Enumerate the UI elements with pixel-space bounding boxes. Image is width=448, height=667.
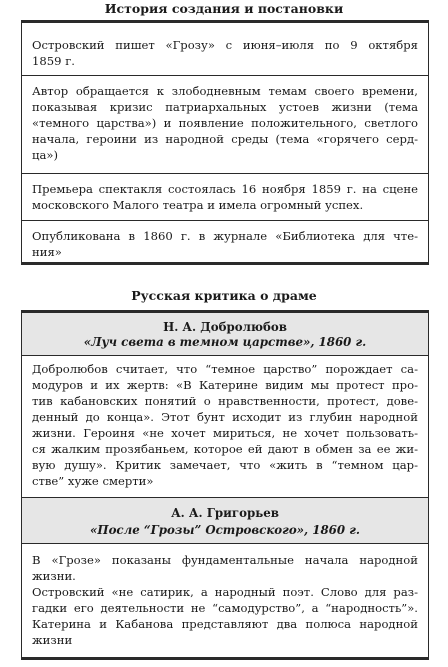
text-line: Добролюбов считает, что “темное царство” порождает са-	[32, 362, 418, 376]
text-line: 1859 г.	[32, 54, 75, 68]
critic-author: Н. А. Добролюбов	[163, 320, 287, 334]
text-line: московского Малого театра и имела огромный успех.	[32, 198, 364, 212]
section-heading-criticism: Русская критика о драме	[131, 288, 317, 303]
text-line: жизни. Героиня «не хочет мириться, не хочет пользовать-	[32, 426, 418, 440]
critic-header-grigoriev	[22, 498, 428, 544]
text-line: показывая кризис патриархальных устоев жизни (тема	[32, 100, 418, 114]
text-line: модуров и их жертв: «В Катерине видим мы протест про-	[32, 378, 418, 392]
text-line: «темного царства») и появление положительного, светлого	[32, 116, 418, 130]
text-line: гадки его деятельности не “самодурство”, а “народность”».	[32, 601, 418, 615]
text-line: денный до конца». Этот бунт исходит из глубин народной	[32, 410, 418, 424]
text-line: начала, героини из народной среды (тема «горячего серд-	[32, 132, 418, 146]
history-table	[21, 20, 429, 265]
text-line: В «Грозе» показаны фундаментальные начала народной	[32, 553, 418, 567]
text-line: Премьера спектакля состоялась 16 ноября 1859 г. на сцене	[32, 182, 418, 196]
text-line: стве” хуже смерти»	[32, 474, 154, 488]
section-heading-history: История создания и постановки	[104, 1, 344, 16]
critic-text-grigoriev	[22, 544, 428, 657]
history-row	[22, 76, 428, 174]
text-line: тив кабановских понятий о нравственности, протест, дове-	[32, 394, 418, 408]
critic-header-dobrolyubov	[22, 313, 428, 356]
text-line: вую душу». Критик замечает, что «жить в “темном цар-	[32, 458, 418, 472]
text-line: ся жалким прозябаньем, которое ей дают в обмен за ее жи-	[32, 442, 418, 456]
critic-text-dobrolyubov	[22, 356, 428, 498]
history-row	[22, 174, 428, 221]
text-line: жизни	[32, 633, 73, 647]
critic-author: А. А. Григорьев	[171, 506, 279, 520]
text-line: Автор обращается к злободневным темам своего времени,	[32, 84, 418, 98]
text-line: ния»	[32, 245, 62, 259]
criticism-table	[21, 310, 429, 660]
text-line: Катерина и Кабанова представляют два полюса народной	[32, 617, 418, 631]
text-line: Опубликована в 1860 г. в журнале «Библиотека для чте-	[32, 229, 418, 243]
history-row	[22, 221, 428, 264]
critic-work-title: «Луч света в темном царстве», 1860 г.	[83, 335, 367, 349]
text-line: Островский «не сатирик, а народный поэт. Слово для раз-	[32, 585, 418, 599]
critic-work-title: «После “Грозы” Островского», 1860 г.	[90, 523, 360, 537]
text-line: жизни.	[32, 569, 76, 583]
text-line: ца»)	[32, 148, 58, 162]
history-row	[22, 23, 428, 76]
text-line: Островский пишет «Грозу» с июня–июля по 9 октября	[32, 38, 418, 52]
